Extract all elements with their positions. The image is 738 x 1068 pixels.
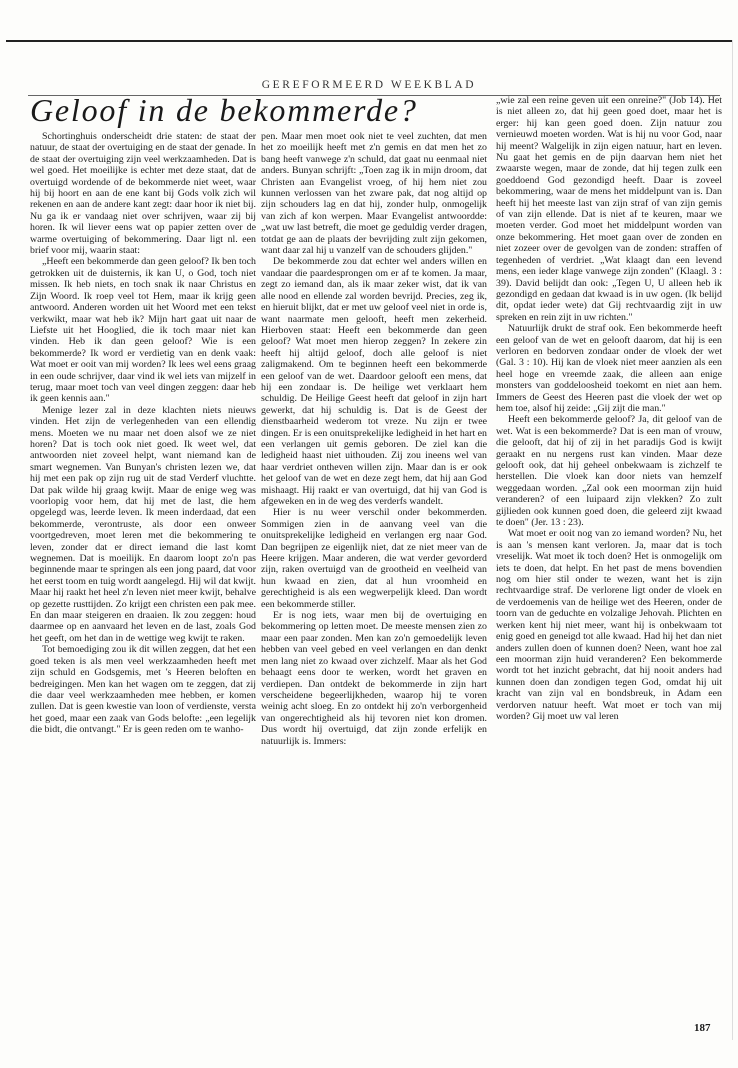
paragraph: Hier is nu weer verschil onder bekommerden. Sommigen zien in de aanvang veel van die onuitsprekelijke ledigheid en verlangen erg naar God. Dan begrijpen ze eigenlijk niet, dat ze niet meer van de Heere krijgen. Maar anderen, die wat verder gevorderd zijn, raken overtuigd van de grootheid en veelheid van hun kwaad en zien, dat al hun vroomheid en gerechtigheid is als een wegwerpelijk kleed. Dan wordt een bekommerde stiller. [261,507,487,610]
paragraph: Heeft een bekommerde geloof? Ja, dit geloof van de wet. Wat is een bekommerde? Dat is een man of vrouw, die gelooft, dat hij of zij in het paradijs God is kwijt geraakt en nu nergens rust kan vinden. Maar deze gelooft ook, dat hij geheel onbekwaam is zichzelf te herstellen. Die vloek kan door niets van hemzelf weggedaan worden. „Zal ook een moorman zijn huid veranderen? of een luipaard zijn vlekken? Zo zult gijlieden ook kunnen goed doen, die geleerd zijt kwaad te doen" (Jer. 13 : 23). [496,414,722,529]
paragraph: „wie zal een reine geven uit een onreine?" (Job 14). Het is niet alleen zo, dat hij geen goed doet, maar het is erger: hij kan geen goed doen. Zijn natuur zou vernieuwd moeten worden. Wat is hij nu voor God, naar hij meent? Walgelijk in zijn eigen natuur, hart en leven. Nu gaat het gemis en de pijn daarvan hem niet het zwaarste wegen, maar de zonde, dat hij tegen zulk een goeddoend God gezondigd heeft. Daar is zoveel bekommering, waar de mens het middelpunt van is. Dan heeft hij het meeste last van zijn straf of van zijn gemis of van zijn ellende. Dat is niet af te keuren, maar we moeten verder. God moet het middelpunt worden van onze bekommering. Het moet gaan over de zonden en niet zozeer over de gevolgen van de zonden: straffen of tegenheden of verdriet. „Wat klaagt dan een levend mens, een ieder klage vanwege zijn zonden" (Klaagl. 3 : 39). David belijdt dan ook: „Tegen U, U alleen heb ik gezondigd en gedaan dat kwaad is in uw ogen. (Ik belijd dit, opdat ieder wete) dat Gij rechtvaardig zijt in uw spreken en rein zijt in uw richten." [496,95,722,323]
paragraph: Natuurlijk drukt de straf ook. Een bekommerde heeft een geloof van de wet en gelooft daarom, dat hij is een verloren en bedorven zondaar onder de vloek der wet (Gal. 3 : 10). Hij kan de vloek niet meer aanzien als een heel hoge en vreemde zaak, die alleen aan enige monsters van goddeloosheid toekomt en niet aan hem. Immers de Geest des Heeren past die vloek der wet op hem toe, alsof hij zeide: „Gij zijt die man." [496,323,722,414]
running-head: GEREFORMEERD WEEKBLAD [261,79,477,91]
paragraph: pen. Maar men moet ook niet te veel zuchten, dat men het zo moeilijk heeft met z'n gemis en dat men het zo bang heeft vanwege z'n schuld, dat gaat nu eenmaal niet anders. Bunyan schrijft: „Toen zag ik in mijn droom, dat Christen aan Evangelist vroeg, of hij hem niet zou kunnen verlossen van het zware pak, dat nog altijd op zijn schouders lag en dat hij, zonder hulp, onmogelijk van zich af kon werpen. Maar Evangelist antwoordde: „wat uw last betreft, die moet ge geduldig verder dragen, totdat ge aan de plaats der bevrijding zult zijn gekomen, want daar zal hij u vanzelf van de schouders glijden." [261,131,487,257]
paragraph: „Heeft een bekommerde dan geen geloof? Ik ben toch getrokken uit de duisternis, ik kan U, o God, toch niet missen. Ik heb niets, en toch snak ik naar Christus en Zijn Woord. Ik roep veel tot Hem, maar ik krijg geen antwoord. Anderen worden uit het Woord met een tekst verkwikt, maar wat heb ik? Mijn hart gaat uit naar de Liefste uit het Hooglied, die ik toch maar niet kan vinden. Heb ik dan geen geloof? Wie is een bekommerde? Ik word er verdietig van en denk vaak: Wat moet er ooit van mij worden? Ik lees wel eens graag in een oude schrijver, daar vind ik wel iets van mijzelf in terug, maar moet toch van veel dingen zeggen: daar heb ik geen kennis aan." [30,256,256,405]
top-border-rule [6,40,732,42]
page-edge [732,40,733,1040]
text-column-1 [30,131,256,736]
article-title: Geloof in de bekommerde? [30,92,418,128]
paragraph: De bekommerde zou dat echter wel anders willen en vandaar die paardesprongen om er af te komen. Ja maar, zegt zo iemand dan, als ik maar zeker wist, dat ik van alle nood en ellende zal worden bevrijd. Precies, zeg ik, en hieruit blijkt, dat er met uw geloof veel niet in orde is, want naarmate men gelooft, heeft men zekerheid. Hierboven staat: Heeft een bekommerde dan geen geloof? Wat moet men hierop zeggen? In zekere zin heeft hij altijd geloof, doch alle geloof is niet zaligmakend. Om te beginnen heeft een bekommerde een geloof van de wet. Daardoor gelooft een mens, dat hij een zondaar is. De heilige wet verklaart hem schuldig. De Heilige Geest heeft dat geloof in zijn hart gewerkt, dat hij schuldig is. Dat is de Geest der dienstbaarheid wederom tot vreze. Nu zijn er twee dingen. Er is een onuitsprekelijke ledigheid in het hart en een verlangen uit gemis geboren. De ziel kan die ledigheid haast niet uithouden. Zij zou ineens wel van haar verdriet ontheven willen zijn. Maar dan is er ook het geloof van de wet en deze zegt hem, dat hij aan God mishaagt. Hij raakt er van overtuigd, dat hij van God is afgeweken en in de weg des verderfs wandelt. [261,256,487,507]
paragraph: Menige lezer zal in deze klachten niets nieuws vinden. Het zijn de verlegenheden van een ellendig mens. Moeten we nu maar net doen alsof we ze niet horen? Dat is toch ook niet goed. Ik weet wel, dat antwoorden niet zoveel helpt, want niemand kan de smart wegnemen. Van Bunyan's christen lezen we, dat hij met een pak op zijn rug uit de stad Verderf vluchtte. Dat pak wilde hij graag kwijt. Maar de enige weg was voorlopig voor hem, dat hij met de last, die hem opgelegd was, leerde leven. Ik meen inderdaad, dat een bekommerde, verontruste, als door een onweer voortgedreven, moet leren met die bekommering te leven, zonder dat er direct iemand die last komt wegnemen. Dat is moeilijk. En daarom loopt zo'n pas beginnende maar te springen als een jong paard, dat voor het eerst toom en tuig wordt aangelegd. Hij wil dat kwijt. Maar hij raakt het heel z'n leven niet meer kwijt, behalve op gezette rusttijden. Zo krijgt een christen een pak mee. En dan maar steigeren en draaien. Ik zou zeggen: houd daarmee op en aanvaard het leven en de last, zoals God het geeft, om het dan in de wettige weg kwijt te raken. [30,404,256,644]
text-column-3 [496,95,722,722]
paragraph: Tot bemoediging zou ik dit willen zeggen, dat het een goed teken is als men veel werkzaamheden heeft met zijn schuld en Godsgemis, met 's Heeren beloften en bedreigingen. Men kan het wagen om te zeggen, dat zij die daar veel werkzaamheden mee hebben, er komen zullen. Dat is geen kwestie van loon of verdienste, versta het goed, maar een zaak van Gods belofte: „een legelijk die bidt, die ontvangt." Er is geen reden om te wanho- [30,644,256,736]
page-number: 187 [694,1022,711,1034]
text-column-2 [261,131,487,747]
paragraph: Wat moet er ooit nog van zo iemand worden? Nu, het is aan 's mensen kant verloren. Ja, maar dat is toch vreselijk. Wat moet ik toch doen? Het is onmogelijk om iets te doen, dat helpt. En het past de mens bovendien nog om hier stil onder te wezen, want het is zijn rechtvaardige straf. De verlorene ligt onder de vloek en de verdoemenis van de heilige wet des Heeren, onder de toorn van de geduchte en volzalige Jehovah. Plichten en werken kent hij niet meer, want hij is onbekwaam tot enig goed en geneigd tot alle kwaad. Had hij het dan niet anders zullen doen of kunnen doen? Neen, want hoe zal een moorman zijn huid veranderen? Een bekommerde wordt tot het inzicht gebracht, dat hij nooit anders had kunnen doen dan zondigen tegen God, omdat hij uit kracht van zijn val en bondsbreuk, in Adam een verdorven natuur heeft. Wat moet er toch van mij worden? Gij moet uw val leren [496,528,722,722]
paragraph: Er is nog iets, waar men bij de overtuiging en bekommering op letten moet. De meeste mensen zien zo maar een paar zonden. Men kan zo'n gemoedelijk leven hebben van veel gebed en veel verlangen en dan denkt men lang niet zo kwaad over zichzelf. Maar als het God behaagt eens door te werken, wordt het graven en verdiepen. Dan ontdekt de bekommerde in zijn hart verscheidene begeerlijkheden, waarop hij te voren weinig acht sloeg. En zo ontdekt hij zo'n verborgenheid van ongerechtigheid als hij tevoren niet kon dromen. Dus wordt hij overtuigd, dat zijn zonde erfelijk en natuurlijk is. Immers: [261,610,487,747]
paragraph: Schortinghuis onderscheidt drie staten: de staat der natuur, de staat der overtuiging en de staat der genade. In de staat der overtuiging zijn veel werkzaamheden. Dat is wel goed. Het moeilijke is echter met deze staat, dat de overtuigd wordende of de bekommerde niet weet, waar hij bij hoort en aan de ene kant bij Gods volk zich wil rekenen en aan de andere kant zegt: daar hoor ik niet bij. Nu ga ik er vandaag niet over schrijven, waar zij bij horen. Ik wil liever eens wat op papier zetten over de warme overtuiging of bekommering. Daar ligt nl. een brief voor mij, waarin staat: [30,131,256,257]
